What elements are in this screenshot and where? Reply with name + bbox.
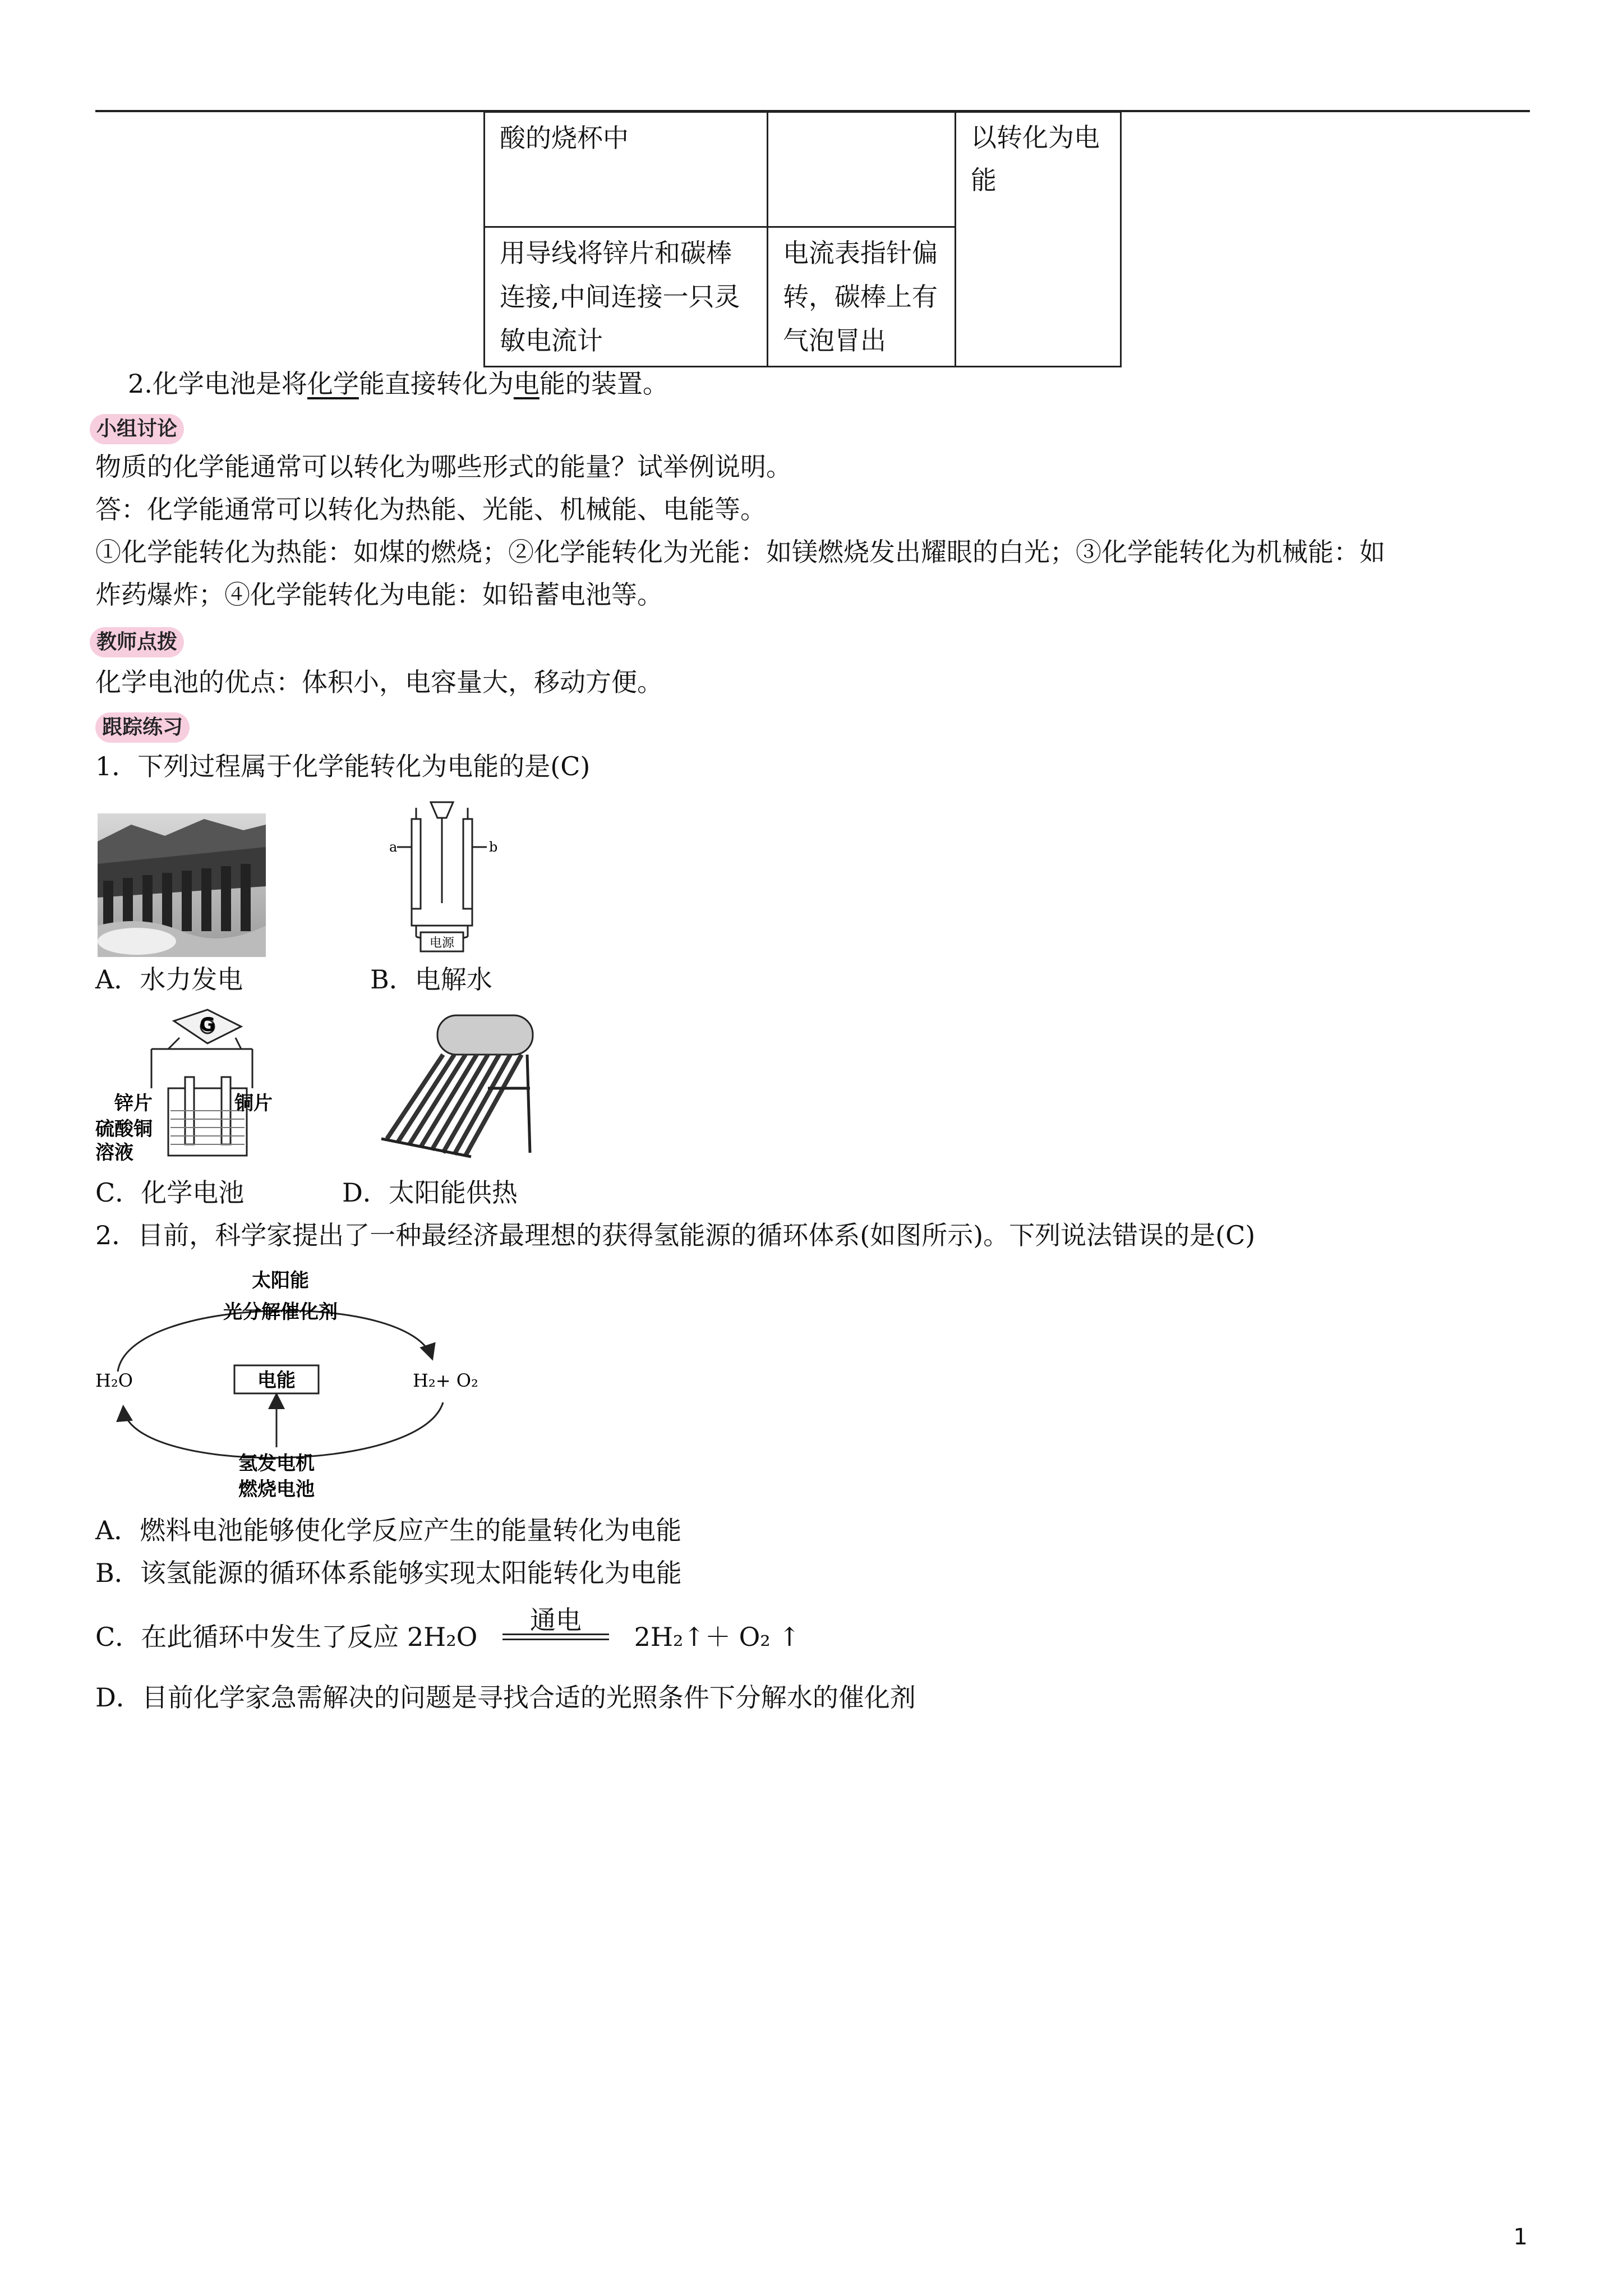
- page-number: 1: [1513, 2224, 1528, 2250]
- table-cell: 以转化为电能: [956, 112, 1121, 367]
- hydrogen-cycle-diagram: [95, 1262, 499, 1503]
- group-answer: 答：化学能通常可以转化为热能、光能、机械能、电能等。: [95, 494, 766, 524]
- tag-practice: 跟踪练习: [95, 712, 190, 743]
- solution-label: 硫酸铜: [95, 1118, 153, 1140]
- zinc-label: 锌片: [114, 1092, 153, 1115]
- q2-option-d: D．目前化学家急需解决的问题是寻找合适的光照条件下分解水的催化剂: [95, 1682, 916, 1713]
- galvanometer-label: G: [200, 1014, 215, 1036]
- tag-teacher-tips: 教师点拨: [90, 627, 184, 657]
- q2-option-b: B．该氢能源的循环体系能够实现太阳能转化为电能: [95, 1558, 682, 1588]
- hydropower-image: [98, 813, 266, 957]
- solar-heater-image: [376, 1010, 544, 1161]
- point-2: 2.化学电池是将化学能直接转化为电能的装置。: [128, 369, 668, 399]
- label-a: a: [389, 839, 398, 855]
- cycle-center-electric: 电能: [257, 1369, 296, 1392]
- cycle-right-products: H₂+ O₂: [413, 1370, 478, 1391]
- q1-option-c: C．化学电池: [95, 1177, 245, 1208]
- cycle-top-solar: 太阳能: [252, 1269, 309, 1292]
- table-cell: 用导线将锌片和碳棒连接,中间连接一只灵敏电流计: [485, 227, 768, 367]
- q2-option-a: A．燃料电池能够使化学反应产生的能量转化为电能: [95, 1515, 682, 1545]
- table-cell: 酸的烧杯中: [485, 112, 768, 227]
- group-answer-detail-cont: 炸药爆炸；④化学能转化为电能：如铅蓄电池等。: [95, 579, 663, 610]
- q1-option-d: D．太阳能供热: [342, 1177, 518, 1208]
- electrolysis-diagram: [375, 791, 509, 959]
- cycle-bottom-cell: 燃烧电池: [238, 1478, 315, 1501]
- reaction-condition: 通电: [502, 1634, 609, 1654]
- tag-group-discussion: 小组讨论: [90, 414, 184, 444]
- table-cell: 电流表指针偏转，碳棒上有气泡冒出: [768, 227, 956, 367]
- cycle-left-water: H₂O: [95, 1370, 133, 1391]
- q1-option-b: B．电解水: [370, 964, 492, 995]
- group-question: 物质的化学能通常可以转化为哪些形式的能量？试举例说明。: [95, 452, 792, 482]
- q1-option-a: A．水力发电: [95, 964, 243, 995]
- cycle-bottom-generator: 氢发电机: [238, 1452, 315, 1475]
- experiment-table: [483, 111, 1122, 367]
- table-cell: [768, 112, 956, 227]
- chemical-cell-diagram: [95, 1004, 280, 1172]
- copper-label: 铜片: [234, 1092, 273, 1115]
- group-answer-detail: ①化学能转化为热能：如煤的燃烧；②化学能转化为光能：如镁燃烧发出耀眼的白光；③化学能转化为机械能：如: [95, 537, 1385, 567]
- q2-option-c: C．在此循环中发生了反应 2H₂O 通电 2H₂↑＋ O₂ ↑: [95, 1620, 800, 1654]
- teacher-text: 化学电池的优点：体积小，电容量大，移动方便。: [95, 667, 663, 697]
- label-power: 电源: [429, 936, 455, 950]
- question-1: 1．下列过程属于化学能转化为电能的是(C): [95, 751, 591, 781]
- question-2: 2．目前，科学家提出了一种最经济最理想的获得氢能源的循环体系(如图所示)。下列说法错误的是(C): [95, 1220, 1256, 1250]
- label-b: b: [489, 839, 498, 855]
- cycle-top-catalyst: 光分解催化剂: [223, 1301, 338, 1323]
- solution-label-cont: 溶液: [95, 1142, 133, 1164]
